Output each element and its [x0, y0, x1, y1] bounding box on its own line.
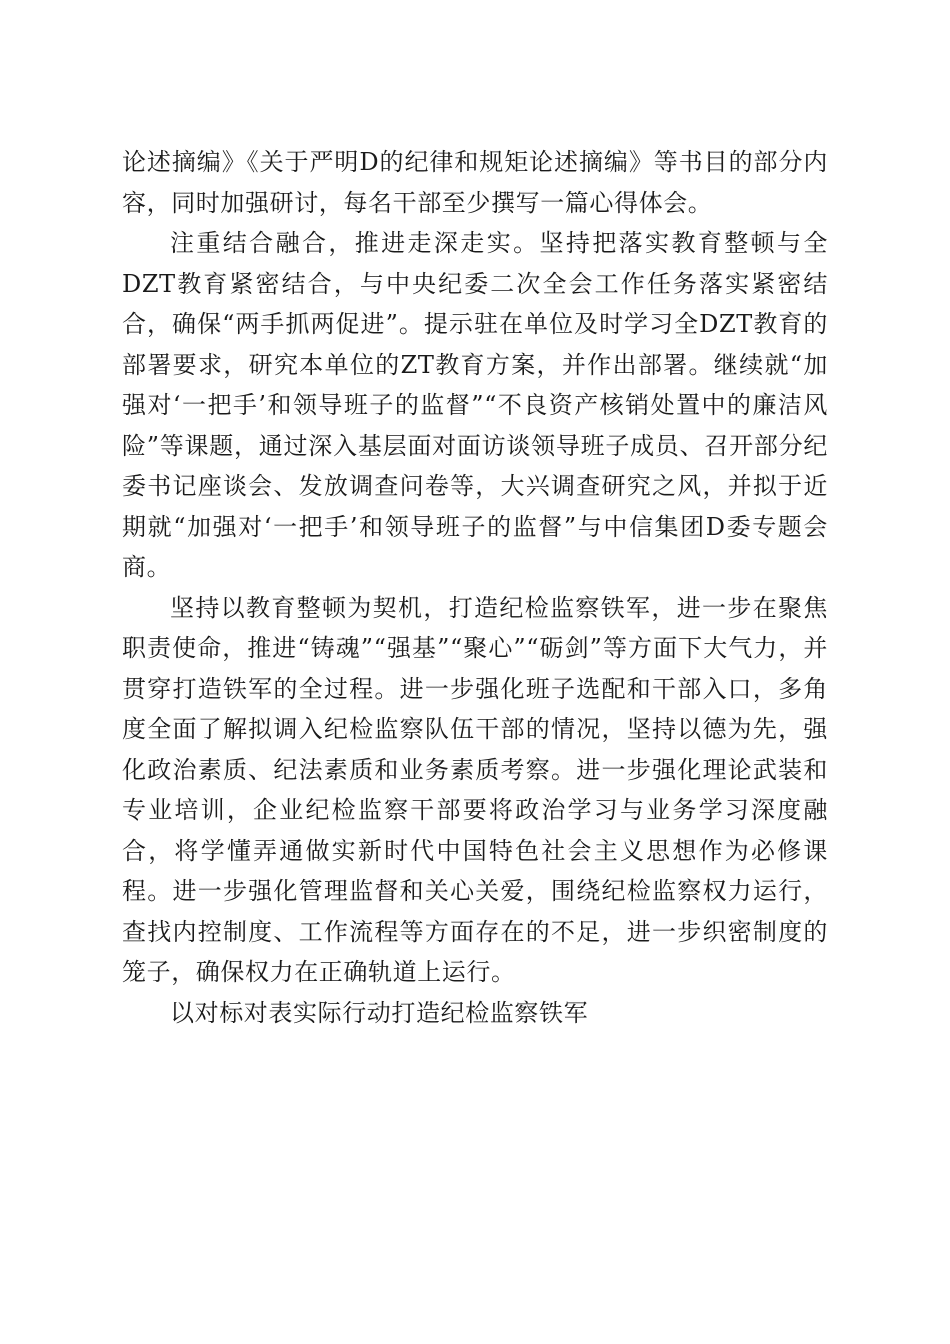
paragraph-continuation: 论述摘编》《关于严明D的纪律和规矩论述摘编》等书目的部分内容，同时加强研讨，每名干部至少撰写一篇心得体会。 [122, 148, 828, 217]
section-heading: 以对标对表实际行动打造纪检监察铁军 [170, 998, 589, 1027]
document-page [122, 142, 828, 1033]
paragraph-integration: 注重结合融合，推进走深走实。坚持把落实教育整顿与全DZT教育紧密结合，与中央纪委二次全会工作任务落实紧密结合，确保“两手抓两促进”。提示驻在单位及时学习全DZT教育的部署要求，研究本单位的ZT教育方案，并作出部署。继续就“加强对‘一把手’和领导班子的监督”“不良资产核销处置中的廉洁风险”等课题，通过深入基层面对面访谈领导班子成员、召开部分纪委书记座谈会、发放调查问卷等，大兴调查研究之风，并拟于近期就“加强对‘一把手’和领导班子的监督”与中信集团D委专题会商。 [122, 229, 828, 581]
paragraph-iron-army: 坚持以教育整顿为契机，打造纪检监察铁军，进一步在聚焦职责使命，推进“铸魂”“强基”“聚心”“砺剑”等方面下大气力，并贯穿打造铁军的全过程。进一步强化班子选配和干部入口，多角度全面了解拟调入纪检监察队伍干部的情况，坚持以德为先，强化政治素质、纪法素质和业务素质考察。进一步强化理论武装和专业培训，企业纪检监察干部要将政治学习与业务学习深度融合，将学懂弄通做实新时代中国特色社会主义思想作为必修课程。进一步强化管理监督和关心关爱，围绕纪检监察权力运行，查找内控制度、工作流程等方面存在的不足，进一步织密制度的笼子，确保权力在正确轨道上运行。 [122, 593, 828, 986]
